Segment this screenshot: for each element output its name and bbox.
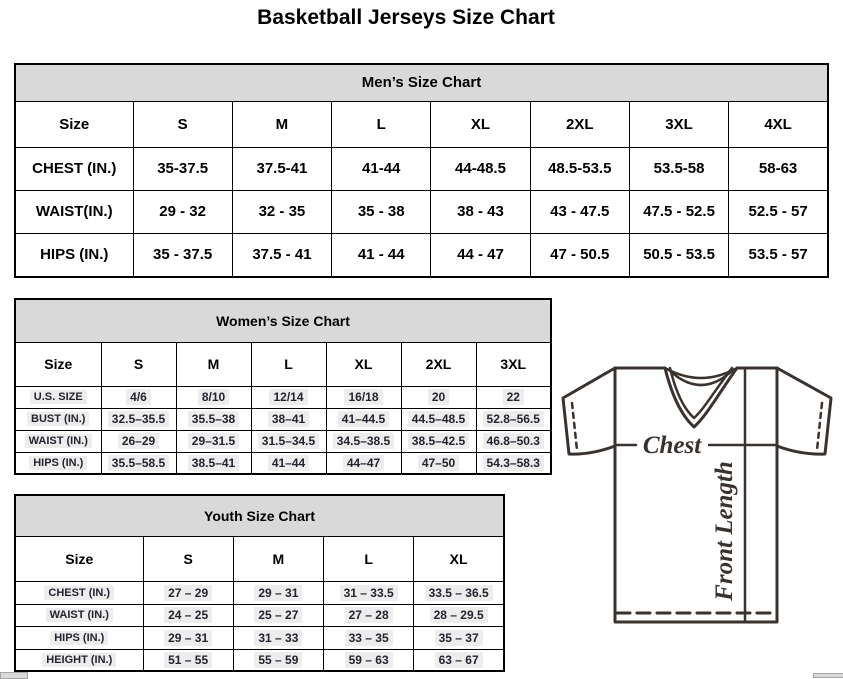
row-label: HIPS (IN.) <box>15 233 133 277</box>
size-value: 44–47 <box>343 455 384 471</box>
size-value: 41–44.5 <box>338 411 389 427</box>
size-cell <box>101 408 176 430</box>
size-cell: 41-44 <box>332 147 431 190</box>
size-cell <box>101 430 176 452</box>
size-cell <box>476 408 551 430</box>
size-value: 16/18 <box>344 389 382 405</box>
size-value: 20 <box>428 389 449 405</box>
size-value: 8/10 <box>198 389 229 405</box>
row-label-text: BUST (IN.) <box>27 412 89 426</box>
jersey-measurement-diagram <box>557 361 837 627</box>
size-cell <box>476 452 551 474</box>
youth-chart-title: Youth Size Chart <box>15 495 504 536</box>
row-label <box>15 604 143 626</box>
size-cell: 29 - 32 <box>133 190 232 233</box>
scrollbar-fragment-right[interactable] <box>813 673 843 678</box>
size-cell <box>401 430 476 452</box>
size-cell <box>401 408 476 430</box>
size-cell <box>143 626 233 649</box>
column-header: Size <box>15 342 101 386</box>
row-label-text: U.S. SIZE <box>30 390 87 404</box>
column-header: L <box>324 536 414 581</box>
column-header: M <box>232 101 331 147</box>
size-cell <box>251 430 326 452</box>
size-cell <box>176 452 251 474</box>
column-header: 2XL <box>401 342 476 386</box>
size-cell <box>233 604 323 626</box>
size-value: 27 – 29 <box>164 585 212 601</box>
column-header: XL <box>414 536 504 581</box>
size-cell: 48.5-53.5 <box>530 147 629 190</box>
table-row <box>15 101 828 147</box>
size-cell <box>326 430 401 452</box>
youth-size-chart-table <box>14 494 505 672</box>
chest-measure-label: Chest <box>642 432 702 459</box>
table-row <box>15 233 828 277</box>
size-value: 31.5–34.5 <box>258 433 319 449</box>
size-value: 38.5–42.5 <box>408 433 469 449</box>
size-cell <box>251 386 326 408</box>
size-cell <box>414 581 504 604</box>
size-cell: 53.5-58 <box>629 147 728 190</box>
size-cell <box>324 604 414 626</box>
column-header: XL <box>326 342 401 386</box>
size-cell <box>414 626 504 649</box>
size-value: 28 – 29.5 <box>430 607 488 623</box>
row-label <box>15 452 101 474</box>
table-row <box>15 536 504 581</box>
cuff-stitch-right <box>817 403 822 450</box>
size-cell <box>414 649 504 671</box>
table-row <box>15 649 504 671</box>
table-row <box>15 342 551 386</box>
size-cell: 43 - 47.5 <box>530 190 629 233</box>
size-cell: 35 - 38 <box>332 190 431 233</box>
table-row <box>15 581 504 604</box>
size-value: 34.5–38.5 <box>333 433 394 449</box>
row-label <box>15 386 101 408</box>
row-label <box>15 408 101 430</box>
table-row <box>15 408 551 430</box>
row-label-text: HIPS (IN.) <box>50 631 108 645</box>
size-cell <box>324 581 414 604</box>
column-header: S <box>143 536 233 581</box>
row-label-text: HIPS (IN.) <box>29 456 87 470</box>
column-header: L <box>332 101 431 147</box>
size-cell <box>143 604 233 626</box>
size-value: 4/6 <box>126 389 151 405</box>
size-cell <box>233 581 323 604</box>
table-row <box>15 495 504 536</box>
row-label-text: HEIGHT (IN.) <box>42 653 116 667</box>
cuff-stitch-left <box>572 403 577 450</box>
column-header: S <box>101 342 176 386</box>
size-cell: 53.5 - 57 <box>729 233 828 277</box>
front-length-measure-label: Front Length <box>711 461 738 601</box>
page-title: Basketball Jerseys Size Chart <box>257 6 555 29</box>
row-label-text: WAIST (IN.) <box>46 608 113 622</box>
column-header: 3XL <box>629 101 728 147</box>
size-cell <box>476 430 551 452</box>
size-cell <box>176 430 251 452</box>
table-row <box>15 604 504 626</box>
size-value: 55 – 59 <box>254 652 302 668</box>
size-value: 35.5–38 <box>188 411 239 427</box>
womens-chart-title: Women’s Size Chart <box>15 299 551 342</box>
jersey-sleeve-right <box>777 368 831 454</box>
table-row <box>15 190 828 233</box>
size-value: 29–31.5 <box>188 433 239 449</box>
size-cell <box>326 408 401 430</box>
table-row <box>15 430 551 452</box>
size-value: 46.8–50.3 <box>483 433 544 449</box>
size-cell <box>326 452 401 474</box>
size-value: 27 – 28 <box>345 607 393 623</box>
size-cell: 47.5 - 52.5 <box>629 190 728 233</box>
size-value: 31 – 33.5 <box>340 585 398 601</box>
size-value: 38–41 <box>268 411 309 427</box>
size-cell: 50.5 - 53.5 <box>629 233 728 277</box>
size-cell: 44-48.5 <box>431 147 530 190</box>
size-cell <box>324 649 414 671</box>
size-cell <box>143 581 233 604</box>
table-row <box>15 299 551 342</box>
size-value: 31 – 33 <box>254 630 302 646</box>
size-value: 51 – 55 <box>164 652 212 668</box>
mens-size-chart-table <box>14 63 829 278</box>
womens-size-chart-table <box>14 298 552 475</box>
size-cell <box>176 408 251 430</box>
table-row <box>15 626 504 649</box>
size-cell <box>101 452 176 474</box>
size-cell <box>101 386 176 408</box>
size-value: 59 – 63 <box>345 652 393 668</box>
size-value: 44.5–48.5 <box>408 411 469 427</box>
size-value: 12/14 <box>269 389 307 405</box>
jersey-sleeve-left <box>563 368 615 454</box>
size-cell <box>251 452 326 474</box>
column-header: XL <box>431 101 530 147</box>
size-cell: 32 - 35 <box>232 190 331 233</box>
size-value: 24 – 25 <box>164 607 212 623</box>
size-cell <box>176 386 251 408</box>
size-cell: 37.5-41 <box>232 147 331 190</box>
column-header: Size <box>15 536 143 581</box>
size-value: 22 <box>503 389 524 405</box>
size-value: 63 – 67 <box>435 652 483 668</box>
size-cell <box>476 386 551 408</box>
size-value: 25 – 27 <box>254 607 302 623</box>
column-header: Size <box>15 101 133 147</box>
row-label-text: CHEST (IN.) <box>44 586 114 600</box>
size-cell <box>326 386 401 408</box>
size-cell: 41 - 44 <box>332 233 431 277</box>
row-label <box>15 581 143 604</box>
size-cell: 52.5 - 57 <box>729 190 828 233</box>
size-value: 35.5–58.5 <box>108 455 169 471</box>
size-cell <box>251 408 326 430</box>
row-label: WAIST(IN.) <box>15 190 133 233</box>
column-header: 4XL <box>729 101 828 147</box>
size-cell: 35-37.5 <box>133 147 232 190</box>
column-header: S <box>133 101 232 147</box>
size-cell: 47 - 50.5 <box>530 233 629 277</box>
row-label <box>15 626 143 649</box>
size-value: 29 – 31 <box>254 585 302 601</box>
size-cell: 35 - 37.5 <box>133 233 232 277</box>
size-cell: 37.5 - 41 <box>232 233 331 277</box>
column-header: L <box>251 342 326 386</box>
table-row <box>15 147 828 190</box>
mens-chart-title: Men’s Size Chart <box>15 64 828 101</box>
size-value: 52.8–56.5 <box>483 411 544 427</box>
column-header: 3XL <box>476 342 551 386</box>
size-value: 29 – 31 <box>164 630 212 646</box>
row-label <box>15 430 101 452</box>
column-header: M <box>176 342 251 386</box>
table-row <box>15 386 551 408</box>
size-value: 33 – 35 <box>345 630 393 646</box>
size-value: 26–29 <box>118 433 159 449</box>
row-label: CHEST (IN.) <box>15 147 133 190</box>
size-cell <box>401 452 476 474</box>
size-cell: 38 - 43 <box>431 190 530 233</box>
size-value: 41–44 <box>268 455 309 471</box>
table-row <box>15 64 828 101</box>
size-value: 54.3–58.3 <box>483 455 544 471</box>
size-cell <box>414 604 504 626</box>
size-cell <box>324 626 414 649</box>
column-header: 2XL <box>530 101 629 147</box>
size-cell <box>401 386 476 408</box>
row-label <box>15 649 143 671</box>
size-cell: 44 - 47 <box>431 233 530 277</box>
size-value: 33.5 – 36.5 <box>425 585 493 601</box>
size-cell: 58-63 <box>729 147 828 190</box>
size-cell <box>233 649 323 671</box>
column-header: M <box>233 536 323 581</box>
scrollbar-fragment-left[interactable] <box>0 672 28 679</box>
size-cell <box>233 626 323 649</box>
size-value: 35 – 37 <box>435 630 483 646</box>
size-value: 38.5–41 <box>188 455 239 471</box>
size-value: 47–50 <box>418 455 459 471</box>
jersey-body-outline <box>615 368 777 622</box>
table-row <box>15 452 551 474</box>
size-cell <box>143 649 233 671</box>
size-value: 32.5–35.5 <box>108 411 169 427</box>
row-label-text: WAIST (IN.) <box>25 434 92 448</box>
